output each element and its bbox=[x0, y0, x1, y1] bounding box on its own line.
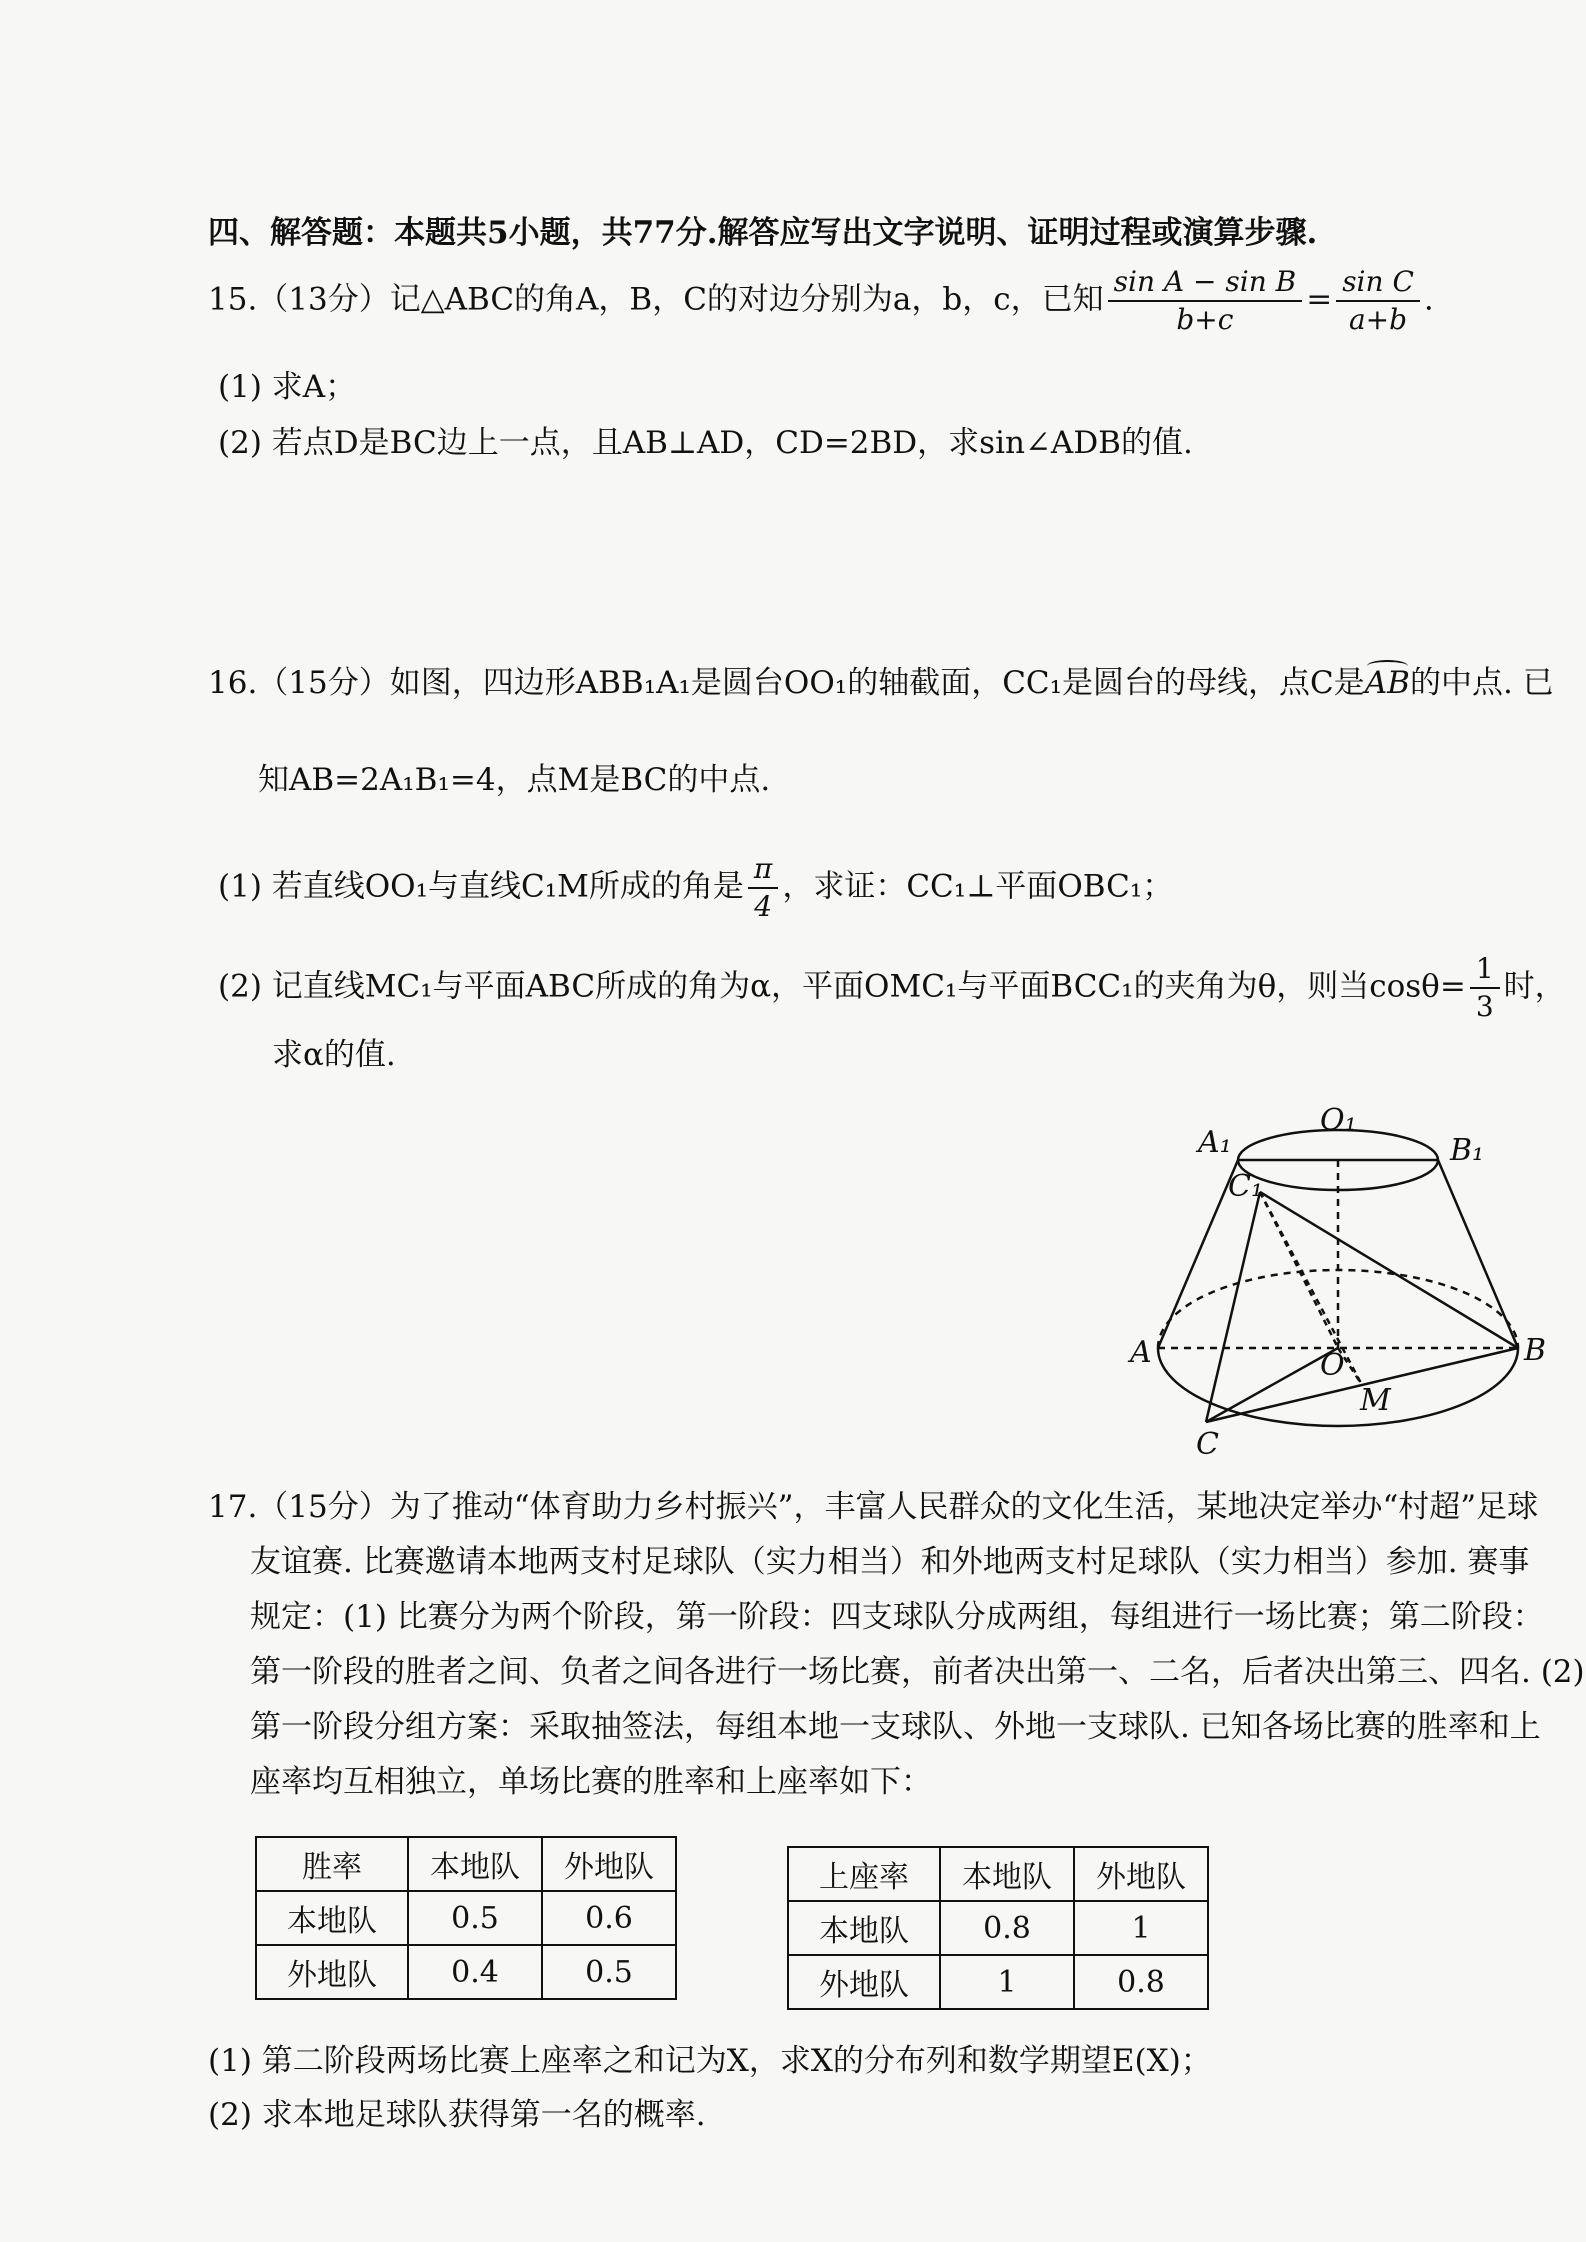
q17-line-5: 第一阶段分组方案：采取抽签法，每组本地一支球队、外地一支球队. 已知各场比赛的胜率和上 bbox=[250, 1709, 1541, 1745]
label-c: C bbox=[1196, 1427, 1219, 1462]
q15-period: . bbox=[1423, 281, 1434, 318]
q15-fraction-left-numerator: sin A − sin B bbox=[1108, 268, 1303, 302]
segment-c1m bbox=[1260, 1192, 1362, 1385]
q17-line-1: 17.（15分）为了推动“体育助力乡村振兴”，丰富人民群众的文化生活，某地决定举办“村超”足球 bbox=[208, 1489, 1539, 1525]
q16-part1-end: ，求证：CC₁⊥平面OBC₁； bbox=[782, 868, 1174, 905]
generatrix-cc1 bbox=[1206, 1192, 1260, 1422]
label-a1: A₁ bbox=[1198, 1125, 1232, 1160]
table-cell: 1 bbox=[940, 1955, 1074, 2009]
label-b: B bbox=[1524, 1333, 1547, 1368]
table-cell: 0.6 bbox=[542, 1891, 676, 1945]
q16-part1-fraction-denominator: 4 bbox=[754, 890, 773, 923]
q15-part2: (2) 若点D是BC边上一点，且AB⊥AD，CD=2BD，求sin∠ADB的值. bbox=[218, 425, 1193, 461]
table-row bbox=[788, 1847, 1208, 1901]
q16-part2-fraction-numerator: 1 bbox=[1470, 955, 1500, 989]
q16-stem-line2: 知AB=2A₁B₁=4，点M是BC的中点. bbox=[258, 762, 771, 798]
table-cell: 上座率 bbox=[788, 1847, 940, 1901]
q16-stem-line1-end: 的中点. 已 bbox=[1409, 665, 1554, 701]
table-cell: 0.8 bbox=[940, 1901, 1074, 1955]
label-o1: O₁ bbox=[1320, 1103, 1357, 1138]
generatrix-aa1 bbox=[1158, 1160, 1238, 1348]
q16-stem-line1-text: 16.（15分）如图，四边形ABB₁A₁是圆台OO₁的轴截面，CC₁是圆台的母线，点C是 bbox=[208, 665, 1365, 701]
q17-part1: (1) 第二阶段两场比赛上座率之和记为X，求X的分布列和数学期望E(X)； bbox=[208, 2043, 1212, 2079]
q15-fraction-right bbox=[1336, 265, 1420, 336]
q17-line-2: 友谊赛. 比赛邀请本地两支村足球队（实力相当）和外地两支村足球队（实力相当）参加. 赛事 bbox=[250, 1544, 1530, 1580]
q15-fraction-right-numerator: sin C bbox=[1336, 268, 1420, 302]
section-heading: 四、解答题：本题共5小题，共77分.解答应写出文字说明、证明过程或演算步骤. bbox=[208, 215, 1318, 251]
table-cell: 胜率 bbox=[256, 1837, 408, 1891]
table-cell: 外地队 bbox=[788, 1955, 940, 2009]
q15-fraction-right-denominator: a+b bbox=[1348, 303, 1408, 336]
table-row bbox=[256, 1837, 676, 1891]
table-row bbox=[788, 1901, 1208, 1955]
table-cell: 外地队 bbox=[542, 1837, 676, 1891]
table-cell: 1 bbox=[1074, 1901, 1208, 1955]
generatrix-bb1 bbox=[1438, 1160, 1518, 1348]
q15-lead: 15.（13分）记△ABC的角A，B，C的对边分别为a，b，c，已知 bbox=[208, 281, 1104, 318]
q16-part2-fraction bbox=[1470, 952, 1500, 1023]
label-a: A bbox=[1130, 1335, 1152, 1370]
label-c1: C₁ bbox=[1228, 1169, 1263, 1204]
label-b1: B₁ bbox=[1450, 1133, 1485, 1168]
table-row bbox=[788, 1955, 1208, 2009]
table-cell: 0.5 bbox=[542, 1945, 676, 1999]
table-cell: 本地队 bbox=[788, 1901, 940, 1955]
q16-arc-ab: AB bbox=[1364, 665, 1410, 701]
segment-co bbox=[1206, 1348, 1338, 1422]
table-cell: 外地队 bbox=[1074, 1847, 1208, 1901]
q16-part2-fraction-denominator: 3 bbox=[1475, 990, 1494, 1023]
segment-c1b bbox=[1260, 1192, 1518, 1348]
q16-stem-line1 bbox=[208, 665, 1554, 701]
q16-part2-continued: 求α的值. bbox=[272, 1037, 396, 1073]
q17-part2: (2) 求本地足球队获得第一名的概率. bbox=[208, 2097, 706, 2133]
q17-line-4: 第一阶段的胜者之间、负者之间各进行一场比赛，前者决出第一、二名，后者决出第三、四名. (2) bbox=[250, 1654, 1585, 1690]
q16-part1-fraction-numerator: π bbox=[748, 855, 778, 889]
q16-part1-fraction bbox=[748, 852, 778, 923]
table-cell: 外地队 bbox=[256, 1945, 408, 1999]
table-cell: 本地队 bbox=[256, 1891, 408, 1945]
q15-part1: (1) 求A； bbox=[218, 369, 357, 405]
table-cell: 0.8 bbox=[1074, 1955, 1208, 2009]
q16-part1 bbox=[218, 852, 1174, 923]
win-rate-table bbox=[255, 1836, 677, 2000]
q15-fraction-left-denominator: b+c bbox=[1176, 303, 1234, 336]
table-row bbox=[256, 1945, 676, 1999]
label-m: M bbox=[1360, 1383, 1391, 1418]
q16-part1-text: (1) 若直线OO₁与直线C₁M所成的角是 bbox=[218, 868, 744, 905]
label-o: O bbox=[1320, 1348, 1345, 1383]
q16-part2 bbox=[218, 952, 1566, 1023]
q16-part2-text: (2) 记直线MC₁与平面ABC所成的角为α，平面OMC₁与平面BCC₁的夹角为θ，则当cosθ= bbox=[218, 968, 1466, 1005]
q15-stem bbox=[208, 265, 1434, 336]
table-cell: 本地队 bbox=[940, 1847, 1074, 1901]
table-row bbox=[256, 1891, 676, 1945]
q15-equals: = bbox=[1306, 281, 1333, 318]
q17-line-3: 规定：(1) 比赛分为两个阶段，第一阶段：四支球队分成两组，每组进行一场比赛；第二阶段： bbox=[250, 1599, 1544, 1635]
frustum-figure bbox=[1120, 1090, 1547, 1470]
q17-line-6: 座率均互相独立，单场比赛的胜率和上座率如下： bbox=[250, 1764, 932, 1800]
table-cell: 0.4 bbox=[408, 1945, 542, 1999]
q15-fraction-left bbox=[1108, 265, 1303, 336]
table-cell: 0.5 bbox=[408, 1891, 542, 1945]
q16-part2-end: 时， bbox=[1503, 968, 1566, 1005]
attendance-rate-table bbox=[787, 1846, 1209, 2010]
table-cell: 本地队 bbox=[408, 1837, 542, 1891]
